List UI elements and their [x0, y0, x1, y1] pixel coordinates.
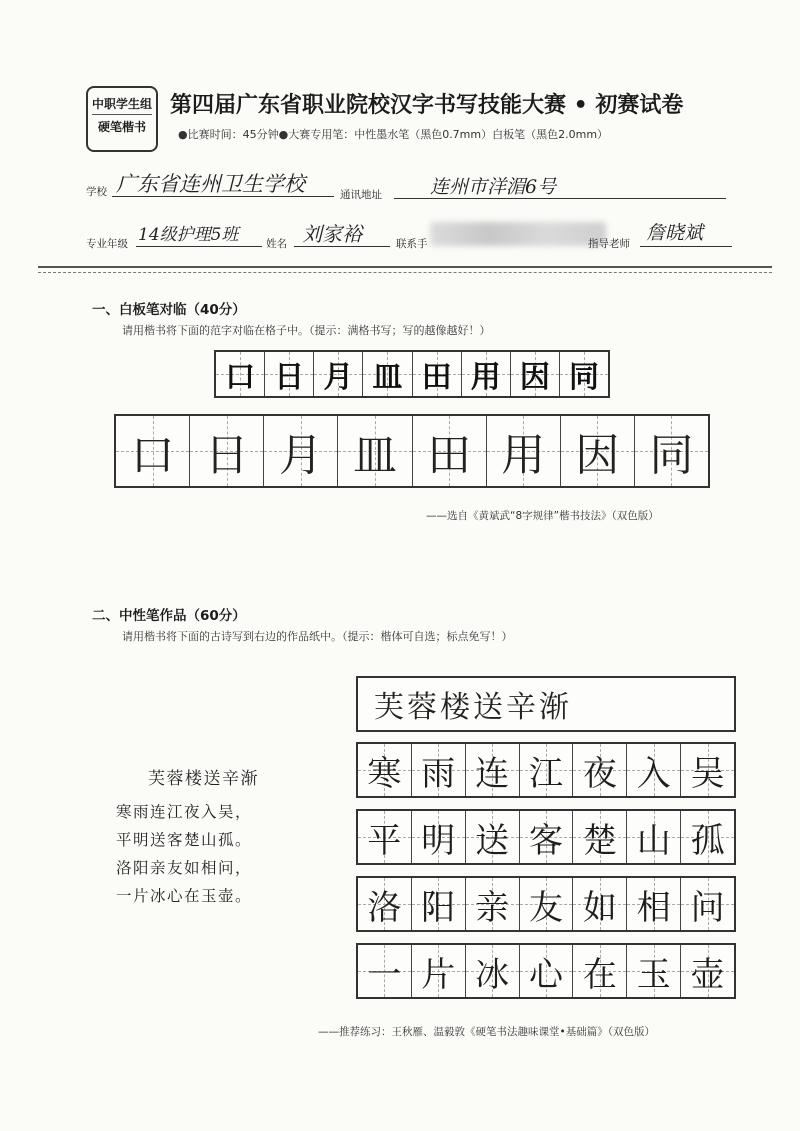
- grade-label: 专业年级: [86, 238, 128, 250]
- grid-cell: [358, 878, 412, 930]
- grid-cell: [573, 811, 627, 863]
- exam-info: ●比赛时间：45分钟●大赛专用笔：中性墨水笔（黑色0.7mm）白板笔（黑色2.0mm）: [178, 128, 609, 141]
- grid-character: 入: [636, 753, 671, 794]
- section1-citation: ——选自《黄斌武“8字规律”楷书技法》（双色版）: [426, 510, 659, 522]
- grid-character: 用: [470, 360, 501, 395]
- section2-title: 二、中性笔作品（60分）: [92, 608, 246, 624]
- grid-character: 心: [529, 954, 563, 995]
- grid-cell: [627, 878, 681, 930]
- grid-cell: [627, 945, 681, 997]
- category-badge: [86, 86, 158, 152]
- grid-character: 同: [568, 360, 599, 395]
- school-label: 学校: [86, 186, 107, 198]
- teacher-field: [640, 216, 732, 247]
- written-poem-title: 芙蓉楼送辛渐: [374, 690, 572, 725]
- grid-cell: [466, 878, 520, 930]
- grid-character: 连: [475, 753, 510, 794]
- poem-grid-row: [356, 742, 736, 798]
- grid-cell: [116, 416, 190, 486]
- grid-character: 如: [582, 887, 617, 928]
- grid-cell: [190, 416, 264, 486]
- grid-character: 田: [427, 430, 472, 481]
- grid-character: 月: [323, 360, 354, 395]
- poem-grid-row: [356, 809, 736, 865]
- grade-field: [136, 218, 262, 247]
- poem-text: [116, 798, 252, 910]
- grid-cell: [413, 416, 487, 486]
- header-divider: [38, 266, 772, 268]
- grid-character: 玉: [636, 954, 671, 995]
- poem-line: 一片冰心在玉壶。: [116, 887, 253, 905]
- grid-character: 用: [501, 430, 546, 481]
- grid-cell: [573, 878, 627, 930]
- name-field: [294, 218, 390, 247]
- address-field: [394, 172, 726, 199]
- address-label: 通讯地址: [340, 189, 382, 201]
- grid-character: 日: [204, 430, 249, 481]
- section1-instruction: 请用楷书将下面的范字对临在格子中。（提示：满格书写；写的越像越好！）: [122, 324, 491, 337]
- grid-character: 相: [636, 887, 671, 928]
- grid-character: 洛: [367, 887, 402, 928]
- grid-character: 楚: [582, 820, 617, 861]
- grid-cell: [573, 744, 627, 796]
- grid-character: 山: [636, 820, 671, 861]
- grid-cell: [358, 744, 412, 796]
- grid-cell: [487, 416, 561, 486]
- section2-citation: ——推荐练习：王秋雁、温毅敦《硬笔书法趣味课堂•基础篇》（双色版）: [318, 1026, 655, 1038]
- grid-character: 片: [421, 954, 456, 995]
- grid-cell: [627, 744, 681, 796]
- grid-character: 吴: [690, 753, 725, 794]
- poem-grid-row: [356, 943, 736, 999]
- grid-character: 亲: [475, 887, 510, 928]
- grid-character: 口: [225, 360, 256, 395]
- grid-cell: [520, 744, 574, 796]
- grid-cell: [560, 352, 608, 396]
- grid-cell: [358, 945, 412, 997]
- grade-value: 14级护理5班: [138, 225, 239, 245]
- grid-cell: [466, 744, 520, 796]
- grid-character: 孤: [690, 820, 725, 861]
- grid-cell: [265, 352, 314, 396]
- redacted-phone: [430, 222, 606, 246]
- grid-character: 明: [421, 820, 456, 861]
- phone-label: 联系手: [396, 238, 428, 250]
- grid-cell: [413, 352, 462, 396]
- grid-cell: [520, 811, 574, 863]
- written-poem-title-box: [356, 676, 736, 732]
- grid-character: 皿: [372, 360, 403, 395]
- poem-line: 平明送客楚山孤。: [116, 831, 253, 849]
- grid-character: 同: [649, 430, 694, 481]
- grid-character: 江: [529, 753, 563, 794]
- grid-character: 送: [475, 820, 510, 861]
- grid-character: 月: [278, 430, 323, 481]
- grid-cell: [561, 416, 635, 486]
- grid-cell: [363, 352, 412, 396]
- poem-title: 芙蓉楼送辛渐: [148, 769, 259, 789]
- grid-cell: [264, 416, 338, 486]
- address-value: 连州市洋湄6号: [430, 176, 557, 198]
- page-title: 第四届广东省职业院校汉字书写技能大赛 • 初赛试卷: [170, 93, 684, 118]
- grid-cell: [681, 811, 734, 863]
- grid-character: 田: [421, 360, 452, 395]
- name-label: 姓名: [266, 238, 287, 250]
- grid-cell: [466, 811, 520, 863]
- grid-character: 友: [529, 887, 563, 928]
- grid-character: 雨: [421, 753, 456, 794]
- grid-character: 平: [367, 820, 402, 861]
- teacher-value: 詹晓斌: [646, 222, 704, 244]
- grid-character: 冰: [475, 954, 510, 995]
- poem-line: 洛阳亲友如相问，: [116, 859, 253, 877]
- grid-character: 寒: [367, 753, 402, 794]
- grid-cell: [511, 352, 560, 396]
- grid-character: 壶: [690, 954, 725, 995]
- grid-cell: [216, 352, 265, 396]
- grid-cell: [681, 744, 734, 796]
- badge-line-2: 硬笔楷书: [97, 120, 146, 134]
- grid-cell: [462, 352, 511, 396]
- grid-cell: [681, 878, 734, 930]
- name-value: 刘家裕: [302, 222, 362, 246]
- grid-cell: [412, 945, 466, 997]
- practice-character-grid: [114, 414, 710, 488]
- grid-character: 夜: [582, 753, 617, 794]
- grid-character: 一: [367, 954, 402, 995]
- grid-cell: [412, 744, 466, 796]
- poem-writing-grid: [356, 742, 736, 999]
- grid-cell: [520, 878, 574, 930]
- header-divider-dashed: [38, 272, 772, 273]
- grid-character: 因: [575, 430, 620, 481]
- grid-cell: [358, 811, 412, 863]
- teacher-label: 指导老师: [588, 238, 630, 250]
- grid-character: 客: [529, 820, 563, 861]
- grid-character: 阳: [421, 887, 456, 928]
- grid-cell: [466, 945, 520, 997]
- section2-instruction: 请用楷书将下面的古诗写到右边的作品纸中。（提示：楷体可自选；标点免写！）: [122, 630, 513, 643]
- poem-line: 寒雨连江夜入吴，: [116, 803, 253, 821]
- grid-cell: [573, 945, 627, 997]
- grid-cell: [681, 945, 734, 997]
- school-value: 广东省连州卫生学校: [116, 172, 305, 196]
- grid-cell: [338, 416, 412, 486]
- grid-character: 皿: [352, 430, 397, 481]
- grid-character: 问: [690, 887, 725, 928]
- badge-line-1: 中职学生组: [92, 96, 152, 115]
- grid-character: 在: [582, 954, 617, 995]
- grid-cell: [635, 416, 708, 486]
- grid-character: 因: [519, 360, 550, 395]
- grid-cell: [412, 811, 466, 863]
- model-character-grid: [214, 350, 610, 398]
- grid-character: 日: [274, 360, 305, 395]
- section1-title: 一、白板笔对临（40分）: [92, 302, 246, 318]
- grid-cell: [314, 352, 363, 396]
- poem-grid-row: [356, 876, 736, 932]
- grid-cell: [412, 878, 466, 930]
- grid-character: 口: [130, 430, 175, 481]
- school-field: [112, 170, 334, 197]
- grid-cell: [520, 945, 574, 997]
- grid-cell: [627, 811, 681, 863]
